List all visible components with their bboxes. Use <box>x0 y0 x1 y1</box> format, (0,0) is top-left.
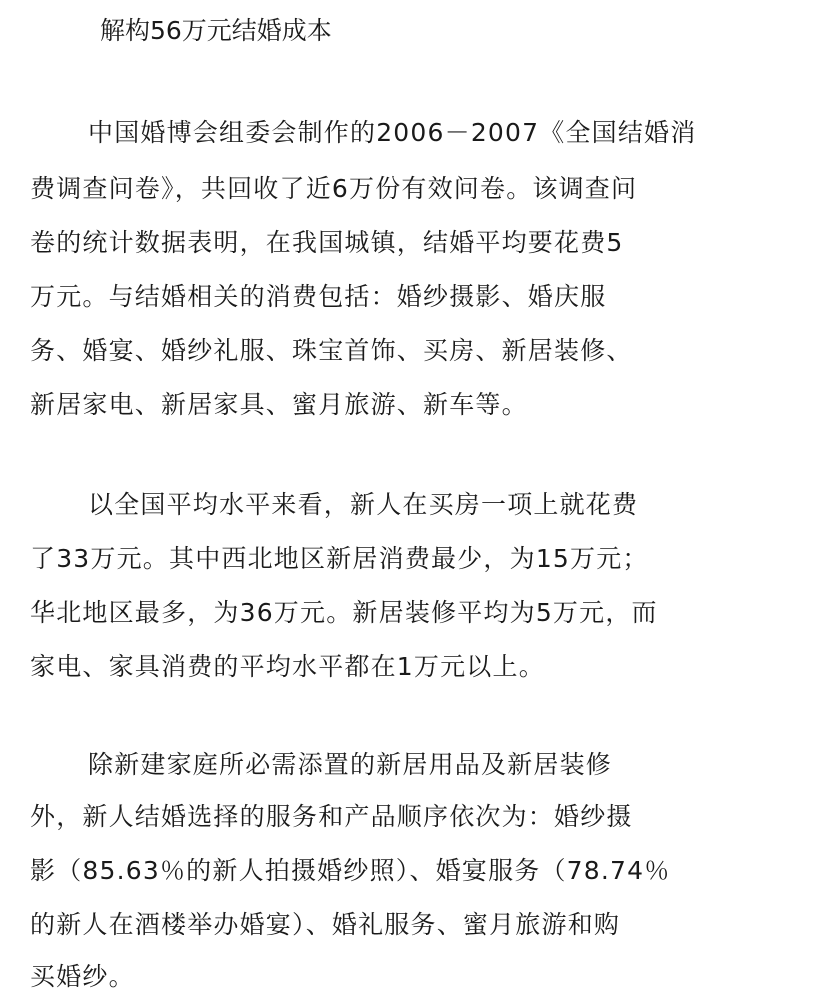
paragraph-2-line-3: 华北地区最多，为36万元。新居装修平均为5万元，而 <box>30 598 658 627</box>
paragraph-1-line-1: 中国婚博会组委会制作的2006－2007《全国结婚消 <box>88 118 697 147</box>
paragraph-3-line-4: 的新人在酒楼举办婚宴）、婚礼服务、蜜月旅游和购 <box>30 910 621 939</box>
paragraph-3-line-3: 影（85.63％的新人拍摄婚纱照）、婚宴服务（78.74％ <box>30 856 671 885</box>
paragraph-1-line-6: 新居家电、新居家具、蜜月旅游、新车等。 <box>30 390 528 419</box>
paragraph-1-line-2: 费调查问卷》，共回收了近6万份有效问卷。该调查问 <box>30 174 638 203</box>
paragraph-2-line-1: 以全国平均水平来看，新人在买房一项上就花费 <box>88 490 639 519</box>
paragraph-1-line-4: 万元。与结婚相关的消费包括：婚纱摄影、婚庆服 <box>30 282 607 311</box>
paragraph-1-line-5: 务、婚宴、婚纱礼服、珠宝首饰、买房、新居装修、 <box>30 336 633 365</box>
article-title: 解构56万元结婚成本 <box>100 16 332 45</box>
paragraph-1-line-3: 卷的统计数据表明，在我国城镇，结婚平均要花费5 <box>30 228 624 257</box>
paragraph-3-line-5: 买婚纱。 <box>30 962 135 991</box>
paragraph-2-line-2: 了33万元。其中西北地区新居消费最少，为15万元； <box>30 544 649 573</box>
paragraph-3-line-2: 外，新人结婚选择的服务和产品顺序依次为：婚纱摄 <box>30 802 633 831</box>
paragraph-3-line-1: 除新建家庭所必需添置的新居用品及新居装修 <box>88 750 613 779</box>
paragraph-2-line-4: 家电、家具消费的平均水平都在1万元以上。 <box>30 652 545 681</box>
